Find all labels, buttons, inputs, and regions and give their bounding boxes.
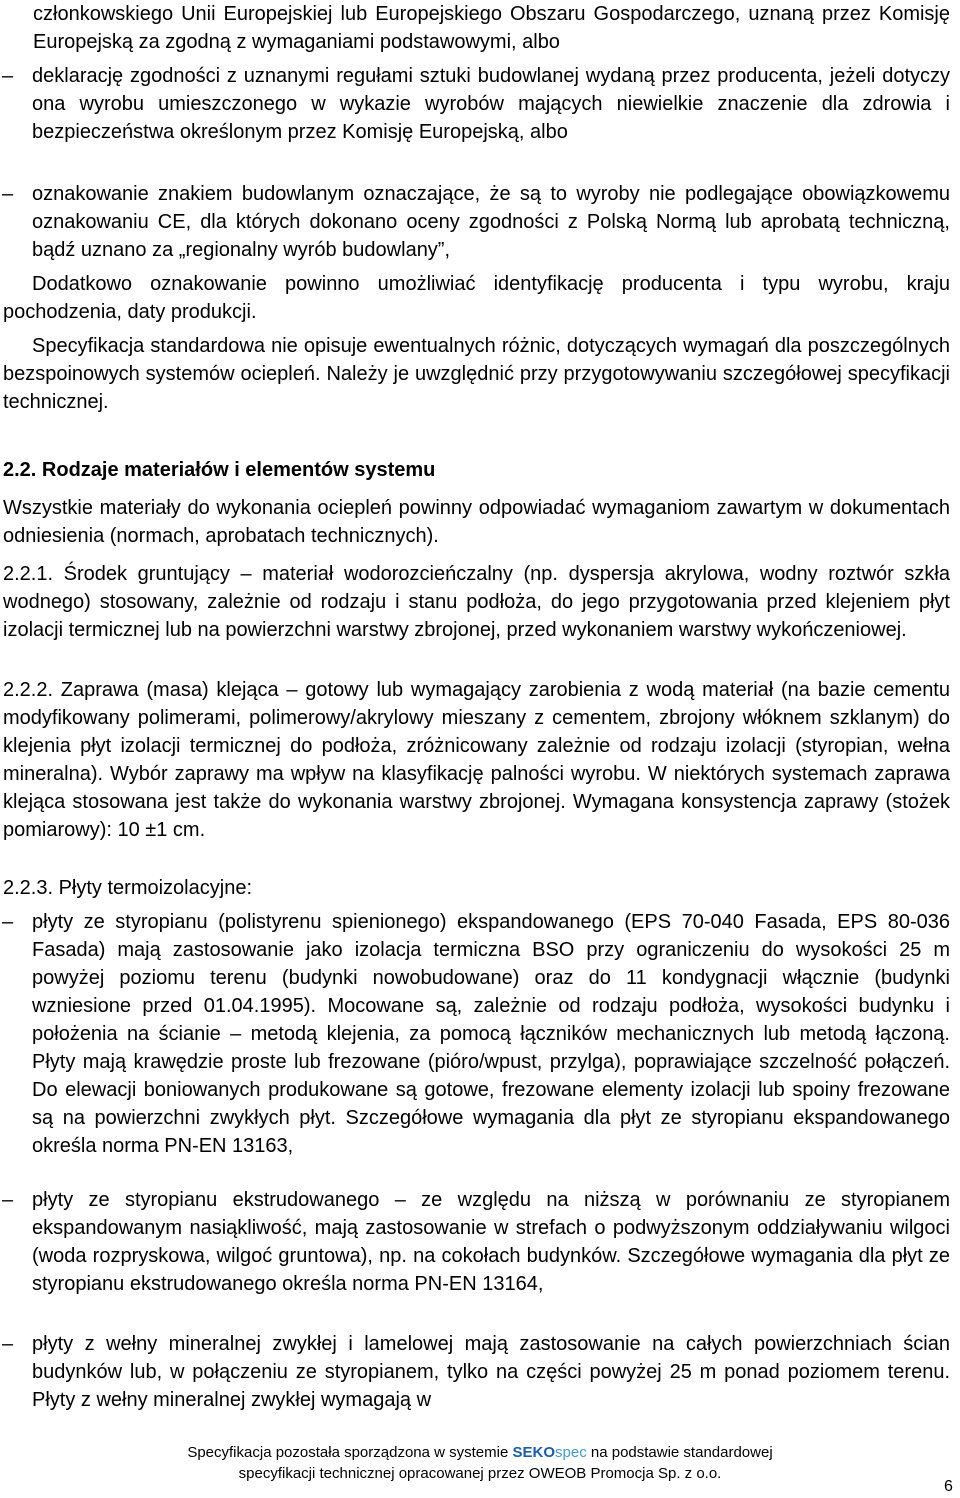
list-item [0, 1186, 950, 1298]
page-footer [0, 1442, 960, 1484]
bullet-dash: – [2, 1189, 14, 1211]
list-item-text: płyty ze styropianu (polistyrenu spienionego) ekspandowanego (EPS 70-040 Fasada, EPS 80-036 Fasada) mają zastosowanie jako izolacja termiczna BSO przy ograniczeniu do wysokości 25 m powyżej poziomu terenu (budynki nowobudowane) oraz do 11 kondygnacji włącznie (budynki wzniesione przed 01.04.1995). Mocowane są, zależnie od rodzaju podłoża, wysokości budynku i położenia na ścianie – metodą klejenia, za pomocą łączników mechanicznych lub metodą łączoną. Płyty mają krawędzie proste lub frezowane (pióro/wpust, przylga), poprawiające szczelność połączeń. Do elewacji boniowanych produkowane są gotowe, frezowane elementy izolacji lub spoiny frezowane są na powierzchni zwykłych płyt. Szczegółowe wymagania dla płyt ze styropianu ekspandowanego określa norma PN-EN 13163, [32, 911, 950, 1157]
list-item-text: płyty ze styropianu ekstrudowanego – ze względu na niższą w porównaniu ze styropianem ekspandowanym nasiąkliwość, mają zastosowanie w strefach o podwyższonym oddziaływaniu wilgoci (woda rozpryskowa, wilgoć gruntowa), np. na cokołach budynków. Szczegółowe wymagania dla płyt ze styropianu ekstrudowanego określa norma PN-EN 13164, [32, 1189, 950, 1295]
list-item [0, 62, 950, 146]
footer-line-1: Specyfikacja pozostała sporządzona w systemie SEKOspec na podstawie standardowej [187, 1444, 773, 1461]
footer-line-2: specyfikacji technicznej opracowanej przez OWEOB Promocja Sp. z o.o. [238, 1465, 722, 1482]
list-item-text: płyty z wełny mineralnej zwykłej i lamelowej mają zastosowanie na całych powierzchniach ścian budynków lub, w połączeniu ze styropianem, tylko na części powyżej 25 m ponad poziomem terenu. Płyty z wełny mineralnej zwykłej wymagają w [32, 1333, 950, 1411]
brand-logo-seko: SEKO [512, 1444, 556, 1461]
paragraph-continuation: członkowskiego Unii Europejskiej lub Europejskiego Obszaru Gospodarczego, uznaną przez Komisję Europejską za zgodną z wymaganiami podstawowymi, albo [33, 3, 950, 53]
bullet-dash: – [2, 65, 14, 87]
page-number: 6 [944, 1478, 953, 1495]
section-heading: 2.2. Rodzaje materiałów i elementów systemu [3, 459, 436, 481]
list-item-text: deklarację zgodności z uznanymi regułami sztuki budowlanej wydaną przez producenta, jeżeli dotyczy ona wyrobu umieszczonego w wykazie wyrobów mających niewielkie znaczenie dla zdrowia i bezpieczeństwa określonym przez Komisję Europejską, albo [32, 65, 950, 143]
bullet-dash: – [2, 911, 14, 933]
paragraph-2-2-3: 2.2.3. Płyty termoizolacyjne: [3, 877, 252, 899]
paragraph-dodatkowo: Dodatkowo oznakowanie powinno umożliwiać identyfikację producenta i typu wyrobu, kraju pochodzenia, daty produkcji. [3, 273, 950, 323]
list-item [0, 908, 950, 1160]
list-item [0, 180, 950, 264]
paragraph-specyfikacja: Specyfikacja standardowa nie opisuje ewentualnych różnic, dotyczących wymagań dla poszczególnych bezspoinowych systemów ociepleń. Należy je uwzględnić przy przygotowywaniu szczegółowej specyfikacji technicznej. [3, 335, 950, 413]
bullet-dash: – [2, 1333, 14, 1355]
paragraph-wszystkie: Wszystkie materiały do wykonania ociepleń powinny odpowiadać wymaganiom zawartym w dokumentach odniesienia (normach, aprobatach technicznych). [3, 497, 950, 547]
brand-logo-spec: spec [555, 1444, 587, 1461]
list-item-text: oznakowanie znakiem budowlanym oznaczające, że są to wyroby nie podlegające obowiązkowemu oznakowaniu CE, dla których dokonano oceny zgodności z Polską Normą lub aprobatą techniczną, bądź uznano za „regionalny wyrób budowlany”, [32, 183, 950, 261]
paragraph-2-2-1: 2.2.1. Środek gruntujący – materiał wodorozcieńczalny (np. dyspersja akrylowa, wodny roztwór szkła wodnego) stosowany, zależnie od rodzaju i stanu podłoża, do jego przygotowania przed klejeniem płyt izolacji termicznej lub na powierzchni warstwy zbrojonej, przed wykonaniem warstwy wykończeniowej. [3, 563, 950, 641]
paragraph-2-2-2: 2.2.2. Zaprawa (masa) klejąca – gotowy lub wymagający zarobienia z wodą materiał (na bazie cementu modyfikowany polimerami, polimerowy/akrylowy mieszany z cementem, zbrojony włóknem szklanym) do klejenia płyt izolacji termicznej do podłoża, zróżnicowany zależnie od rodzaju izolacji (styropian, wełna mineralna). Wybór zaprawy ma wpływ na klasyfikację palności wyrobu. W niektórych systemach zaprawa klejąca stosowana jest także do wykonania warstwy zbrojonej. Wymagana konsystencja zaprawy (stożek pomiarowy): 10 ±1 cm. [3, 679, 950, 841]
bullet-dash: – [2, 183, 14, 205]
list-item [0, 1330, 950, 1414]
